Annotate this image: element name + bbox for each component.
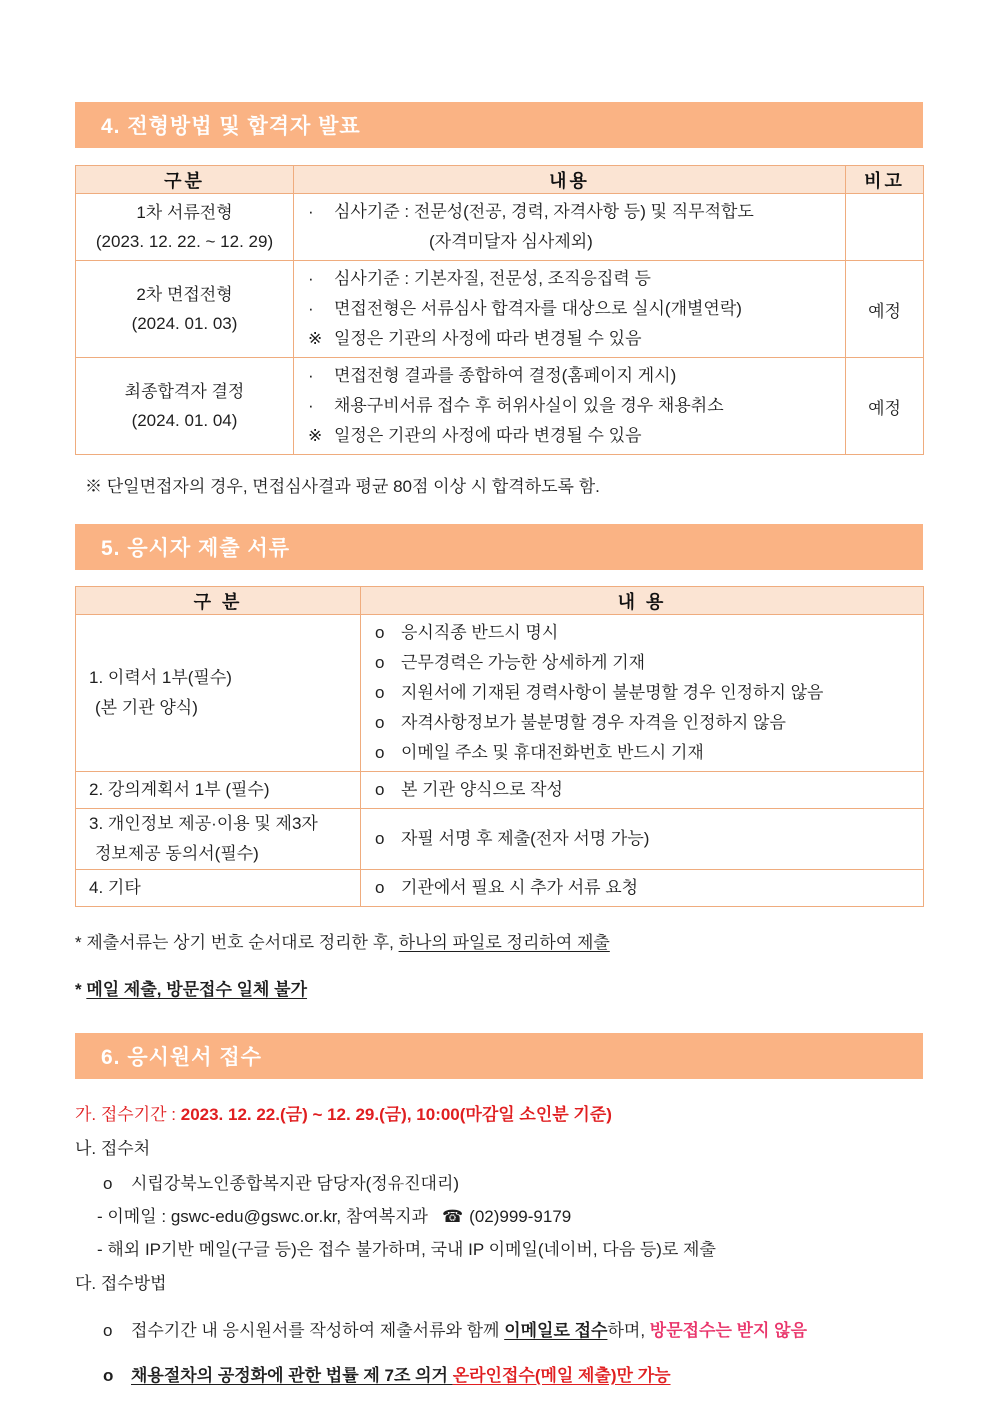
email-submission-emphasis: 이메일로 접수	[504, 1321, 608, 1340]
row-content: o 본 기관 양식으로 작성	[361, 772, 924, 809]
application-period-label: 가. 접수기간 :	[75, 1105, 181, 1124]
no-visit-warning: 방문접수는 받지 않음	[649, 1321, 808, 1340]
email-line	[75, 1206, 923, 1227]
row-category: 1차 서류전형 (2023. 12. 22. ~ 12. 29)	[76, 194, 294, 261]
section5-header-bar	[75, 524, 923, 570]
note1-underlined-text: 하나의 파일로 정리하여 제출	[398, 933, 610, 952]
item-bullet: o	[375, 653, 385, 672]
table-row	[76, 772, 924, 809]
table-row	[76, 809, 924, 870]
item-bullet: o	[375, 829, 385, 848]
row-category: 1. 이력서 1부(필수) (본 기관 양식)	[76, 615, 361, 772]
col-header-category: 구 분	[76, 587, 361, 615]
item-bullet: o	[375, 878, 385, 897]
submission-note-2: * 메일 제출, 방문접수 일체 불가	[75, 980, 308, 999]
section6-header-bar	[75, 1033, 923, 1079]
col-header-remark: 비고	[846, 166, 924, 194]
submission-note-1: * 제출서류는 상기 번호 순서대로 정리한 후, 하나의 파일로 정리하여 제출	[75, 933, 610, 952]
section6-title: 6. 응시원서 접수	[101, 1046, 262, 1069]
item-bullet: o	[375, 683, 385, 702]
application-period-value: 2023. 12. 22.(금) ~ 12. 29.(금), 10:00(마감일 소인분 기준)	[180, 1105, 612, 1124]
row-content: · 심사기준 : 기본자질, 전문성, 조직응집력 등 · 면접전형은 서류심사 합격자를 대상으로 실시(개별연락) ※ 일정은 기관의 사정에 따라 변경될 수 있음	[294, 261, 846, 358]
application-period-line	[75, 1104, 923, 1125]
reception-place-item: o 시립강북노인종합복지관 담당자(정유진대리)	[103, 1174, 460, 1193]
section4-footnote: ※ 단일면접자의 경우, 면접심사결과 평균 80점 이상 시 합격하도록 함.	[85, 477, 600, 496]
row-category: 2차 면접전형 (2024. 01. 03)	[76, 261, 294, 358]
row-content: · 면접전형 결과를 종합하여 결정(홈페이지 게시) · 채용구비서류 접수 후 허위사실이 있을 경우 채용취소 ※ 일정은 기관의 사정에 따라 변경될 수 있음	[294, 358, 846, 455]
item-bullet: o	[375, 623, 385, 642]
row-remark: 예정	[846, 358, 924, 455]
item-bullet: o	[103, 1366, 114, 1385]
table-row	[76, 615, 924, 772]
section4-header-bar	[75, 102, 923, 148]
col-header-content: 내 용	[361, 587, 924, 615]
overseas-ip-line: - 해외 IP기반 메일(구글 등)은 접수 불가하며, 국내 IP 이메일(네이버, 다음 등)로 제출	[97, 1240, 716, 1259]
row-content: o 자필 서명 후 제출(전자 서명 가능)	[361, 809, 924, 870]
phone-number: (02)999-9179	[469, 1207, 572, 1226]
table-row	[76, 870, 924, 907]
item-bullet: o	[375, 713, 385, 732]
reception-method-label: 다. 접수방법	[75, 1274, 167, 1293]
row-content: o 응시직종 반드시 명시 o 근무경력은 가능한 상세하게 기재 o 지원서에 기재된 경력사항이 불분명할 경우 인정하지 않음 o 자격사항정보가 불분명할 경우 자격을 인정하지 않음 o 이메일 주소 및 휴대전화번호 반드시 기재	[361, 615, 924, 772]
col-header-category: 구분	[76, 166, 294, 194]
item-bullet: o	[375, 780, 385, 799]
phone-icon: ☎	[441, 1207, 464, 1226]
reception-method-item-1: o 접수기간 내 응시원서를 작성하여 제출서류와 함께 이메일로 접수하며, 방문접수는 받지 않음	[103, 1321, 808, 1340]
row-remark	[846, 194, 924, 261]
col-header-content: 내용	[294, 166, 846, 194]
law-reference-text: 채용절차의 공정화에 관한 법률 제 7조 의거	[131, 1366, 453, 1385]
reception-method-item-2	[75, 1365, 923, 1386]
note2-underlined-text: 메일 제출, 방문접수 일체 불가	[86, 980, 308, 999]
email-text: - 이메일 : gswc-edu@gswc.or.kr, 참여복지과	[97, 1207, 428, 1226]
row-category: 3. 개인정보 제공·이용 및 제3자 정보제공 동의서(필수)	[76, 809, 361, 870]
table-row	[76, 358, 924, 455]
section5-title: 5. 응시자 제출 서류	[101, 537, 291, 560]
submission-documents-table	[75, 586, 924, 907]
table-header-row	[76, 166, 924, 194]
item-bullet: o	[103, 1321, 113, 1340]
row-category: 최종합격자 결정 (2024. 01. 04)	[76, 358, 294, 455]
row-remark: 예정	[846, 261, 924, 358]
row-category: 4. 기타	[76, 870, 361, 907]
selection-method-table	[75, 165, 924, 455]
item-bullet: o	[103, 1174, 113, 1193]
row-content: · 심사기준 : 전문성(전공, 경력, 자격사항 등) 및 직무적합도 (자격미달자 심사제외)	[294, 194, 846, 261]
table-header-row	[76, 587, 924, 615]
table-row	[76, 261, 924, 358]
reception-place-label: 나. 접수처	[75, 1139, 151, 1158]
item-bullet: o	[375, 743, 385, 762]
row-content: o 기관에서 필요 시 추가 서류 요청	[361, 870, 924, 907]
row-category: 2. 강의계획서 1부 (필수)	[76, 772, 361, 809]
section4-title: 4. 전형방법 및 합격자 발표	[101, 115, 361, 138]
online-only-warning: 온라인접수(메일 제출)만 가능	[452, 1366, 671, 1385]
table-row	[76, 194, 924, 261]
